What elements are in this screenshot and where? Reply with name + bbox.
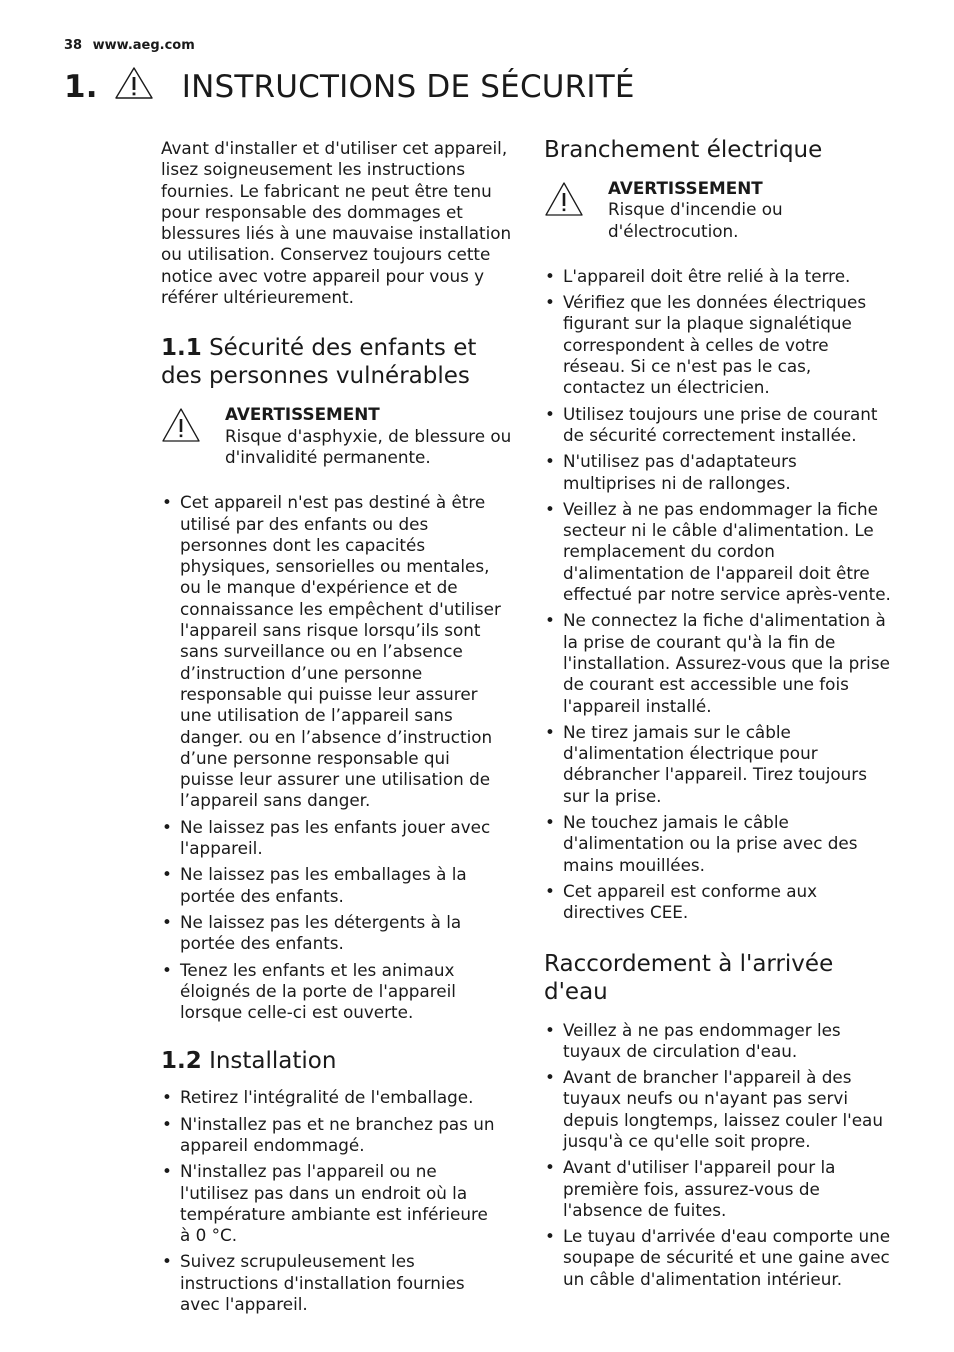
list-item: • Avant de brancher l'appareil à des tuyaux neufs ou n'ayant pas servi depuis longtemps, laissez couler l'eau jusqu'à ce qu'elle soit propre. — [544, 1067, 894, 1152]
warning-text: Risque d'asphyxie, de blessure ou d'invalidité permanente. — [225, 425, 512, 467]
warning-box-electric — [544, 178, 904, 242]
list-item: • Avant d'utiliser l'appareil pour la première fois, assurez-vous de l'absence de fuites. — [544, 1157, 894, 1221]
section-1-2-number: 1.2 — [161, 1048, 202, 1075]
list-item: • N'installez pas l'appareil ou ne l'utilisez pas dans un endroit où la température ambiante est inférieure à 0 °C. — [161, 1161, 501, 1246]
water-list — [544, 1020, 894, 1291]
list-item: • Ne laissez pas les enfants jouer avec l'appareil. — [161, 817, 501, 860]
electrical-list — [544, 266, 894, 924]
section-1-1-number: 1.1 — [161, 335, 202, 362]
list-item: • Cet appareil n'est pas destiné à être utilisé par des enfants ou des personnes dont les capacités physiques, sensorielles ou mentales, ou le manque d'expérience et de connaissance les empêchent d'utiliser l'appareil sans risque lorsqu’ils sont sans surveillance ou en l’absence d’instruction d’une personne responsable qui puisse leur assurer une utilisation de l’appareil sans danger. ou en l’absence d’instruction d’une personne responsable qui puisse leur assurer une utilisation de l’appareil sans danger. — [161, 492, 501, 811]
list-item: • Retirez l'intégralité de l'emballage. — [161, 1087, 501, 1108]
list-item: • Veillez à ne pas endommager la fiche secteur ni le câble d'alimentation. Le remplacement du cordon d'alimentation de l'appareil doit être effectué par notre service après-vente. — [544, 499, 894, 605]
list-item: • Ne laissez pas les emballages à la portée des enfants. — [161, 864, 501, 907]
chapter-title: INSTRUCTIONS DE SÉCURITÉ — [181, 69, 635, 105]
warning-label: AVERTISSEMENT — [225, 404, 380, 425]
list-item: • N'utilisez pas d'adaptateurs multiprises ni de rallonges. — [544, 451, 894, 494]
section-1-1-title: Sécurité des enfants et des personnes vulnérables — [161, 335, 477, 390]
page-title — [64, 62, 635, 112]
list-item: • Ne laissez pas les détergents à la portée des enfants. — [161, 912, 501, 955]
left-column — [161, 132, 521, 1320]
list-item: • N'installez pas et ne branchez pas un appareil endommagé. — [161, 1114, 501, 1157]
warning-triangle-icon — [161, 404, 203, 468]
section-1-1-heading — [161, 334, 521, 390]
branchement-heading: Branchement électrique — [544, 137, 823, 163]
list-item: • Utilisez toujours une prise de courant de sécurité correctement installée. — [544, 404, 894, 447]
children-safety-list — [161, 492, 501, 1023]
warning-box-children — [161, 404, 521, 468]
raccordement-heading: Raccordement à l'arrivée d'eau — [544, 950, 834, 1005]
list-item: • Vérifiez que les données électriques figurant sur la plaque signalétique correspondent à celles de votre réseau. Si ce n'est pas le cas, contactez un électricien. — [544, 292, 894, 398]
list-item: • Ne tirez jamais sur le câble d'alimentation électrique pour débrancher l'appareil. Tirez toujours sur la prise. — [544, 722, 894, 807]
right-column — [544, 132, 904, 1295]
warning-triangle-icon — [544, 178, 586, 242]
list-item: • Le tuyau d'arrivée d'eau comporte une soupape de sécurité et une gaine avec un câble d'alimentation intérieur. — [544, 1226, 894, 1290]
installation-list — [161, 1087, 501, 1315]
section-1-2-heading — [161, 1047, 521, 1075]
list-item: • L'appareil doit être relié à la terre. — [544, 266, 894, 287]
warning-triangle-icon — [114, 66, 154, 108]
list-item: • Ne connectez la fiche d'alimentation à la prise de courant qu'à la fin de l'installation. Assurez-vous que la prise de courant est accessible une fois l'appareil installé. — [544, 610, 894, 716]
chapter-number: 1. — [64, 69, 98, 105]
header-url: www.aeg.com — [92, 38, 195, 53]
page-number: 38 — [64, 38, 83, 53]
intro-paragraph: Avant d'installer et d'utiliser cet appareil, lisez soigneusement les instructions fournies. Le fabricant ne peut être tenu pour responsable des dommages et blessures liés à une mauvaise installation ou utilisation. Conservez toujours cette notice avec votre appareil pour vous y référer ultérieurement. — [161, 138, 512, 308]
list-item: • Ne touchez jamais le câble d'alimentation ou la prise avec des mains mouillées. — [544, 812, 894, 876]
list-item: • Veillez à ne pas endommager les tuyaux de circulation d'eau. — [544, 1020, 894, 1063]
page-header — [64, 38, 195, 53]
list-item: • Suivez scrupuleusement les instructions d'installation fournies avec l'appareil. — [161, 1251, 501, 1315]
warning-text: Risque d'incendie ou d'électrocution. — [608, 199, 783, 241]
list-item: • Cet appareil est conforme aux directives CEE. — [544, 881, 894, 924]
list-item: • Tenez les enfants et les animaux éloignés de la porte de l'appareil lorsque celle-ci est ouverte. — [161, 960, 501, 1024]
section-1-2-title: Installation — [209, 1048, 337, 1075]
warning-label: AVERTISSEMENT — [608, 178, 763, 198]
